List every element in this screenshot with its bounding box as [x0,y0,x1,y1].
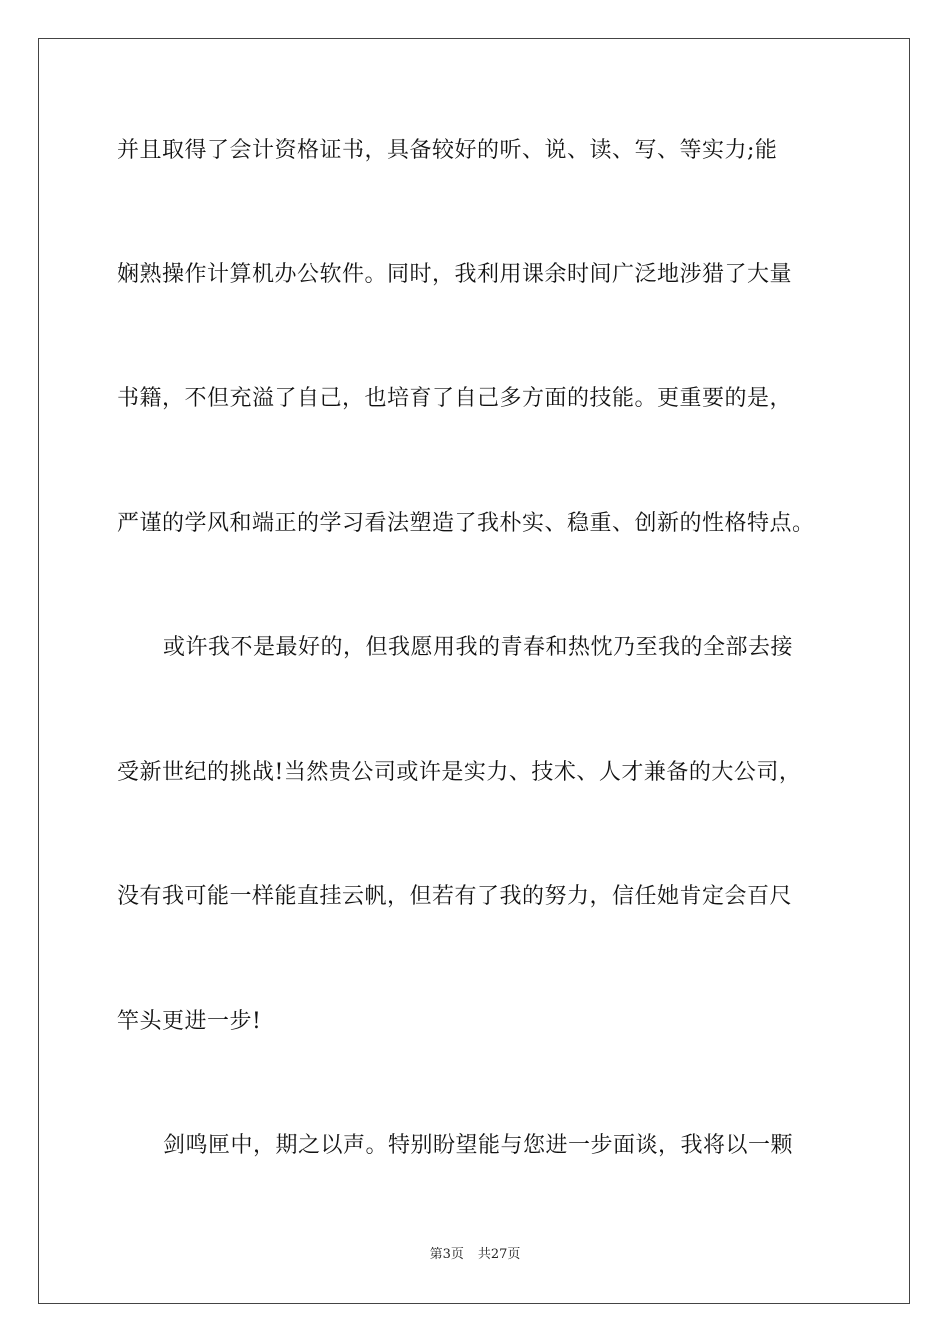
page-number-current: 第3页 [429,1247,464,1262]
paragraph-line-2: 娴熟操作计算机办公软件。同时，我利用课余时间广泛地涉猎了大量 [117,262,793,287]
paragraph-line-3: 书籍，不但充溢了自己，也培育了自己多方面的技能。更重要的是， [117,386,793,411]
paragraph-line-8: 竿头更进一步! [117,1009,262,1034]
paragraph-line-5: 或许我不是最好的，但我愿用我的青春和热忱乃至我的全部去接 [163,635,794,660]
paragraph-line-4: 严谨的学风和端正的学习看法塑造了我朴实、稳重、创新的性格特点。 [117,511,815,536]
page-border [38,38,910,1304]
page-number-total: 共27页 [477,1247,521,1262]
paragraph-line-1: 并且取得了会计资格证书，具备较好的听、说、读、写、等实力;能 [117,138,778,163]
page-footer [0,1247,950,1263]
paragraph-line-9: 剑鸣匣中，期之以声。特别盼望能与您进一步面谈，我将以一颗 [163,1133,794,1158]
paragraph-line-6: 受新世纪的挑战!当然贵公司或许是实力、技术、人才兼备的大公司， [117,760,802,785]
paragraph-line-7: 没有我可能一样能直挂云帆，但若有了我的努力，信任她肯定会百尺 [117,884,793,909]
